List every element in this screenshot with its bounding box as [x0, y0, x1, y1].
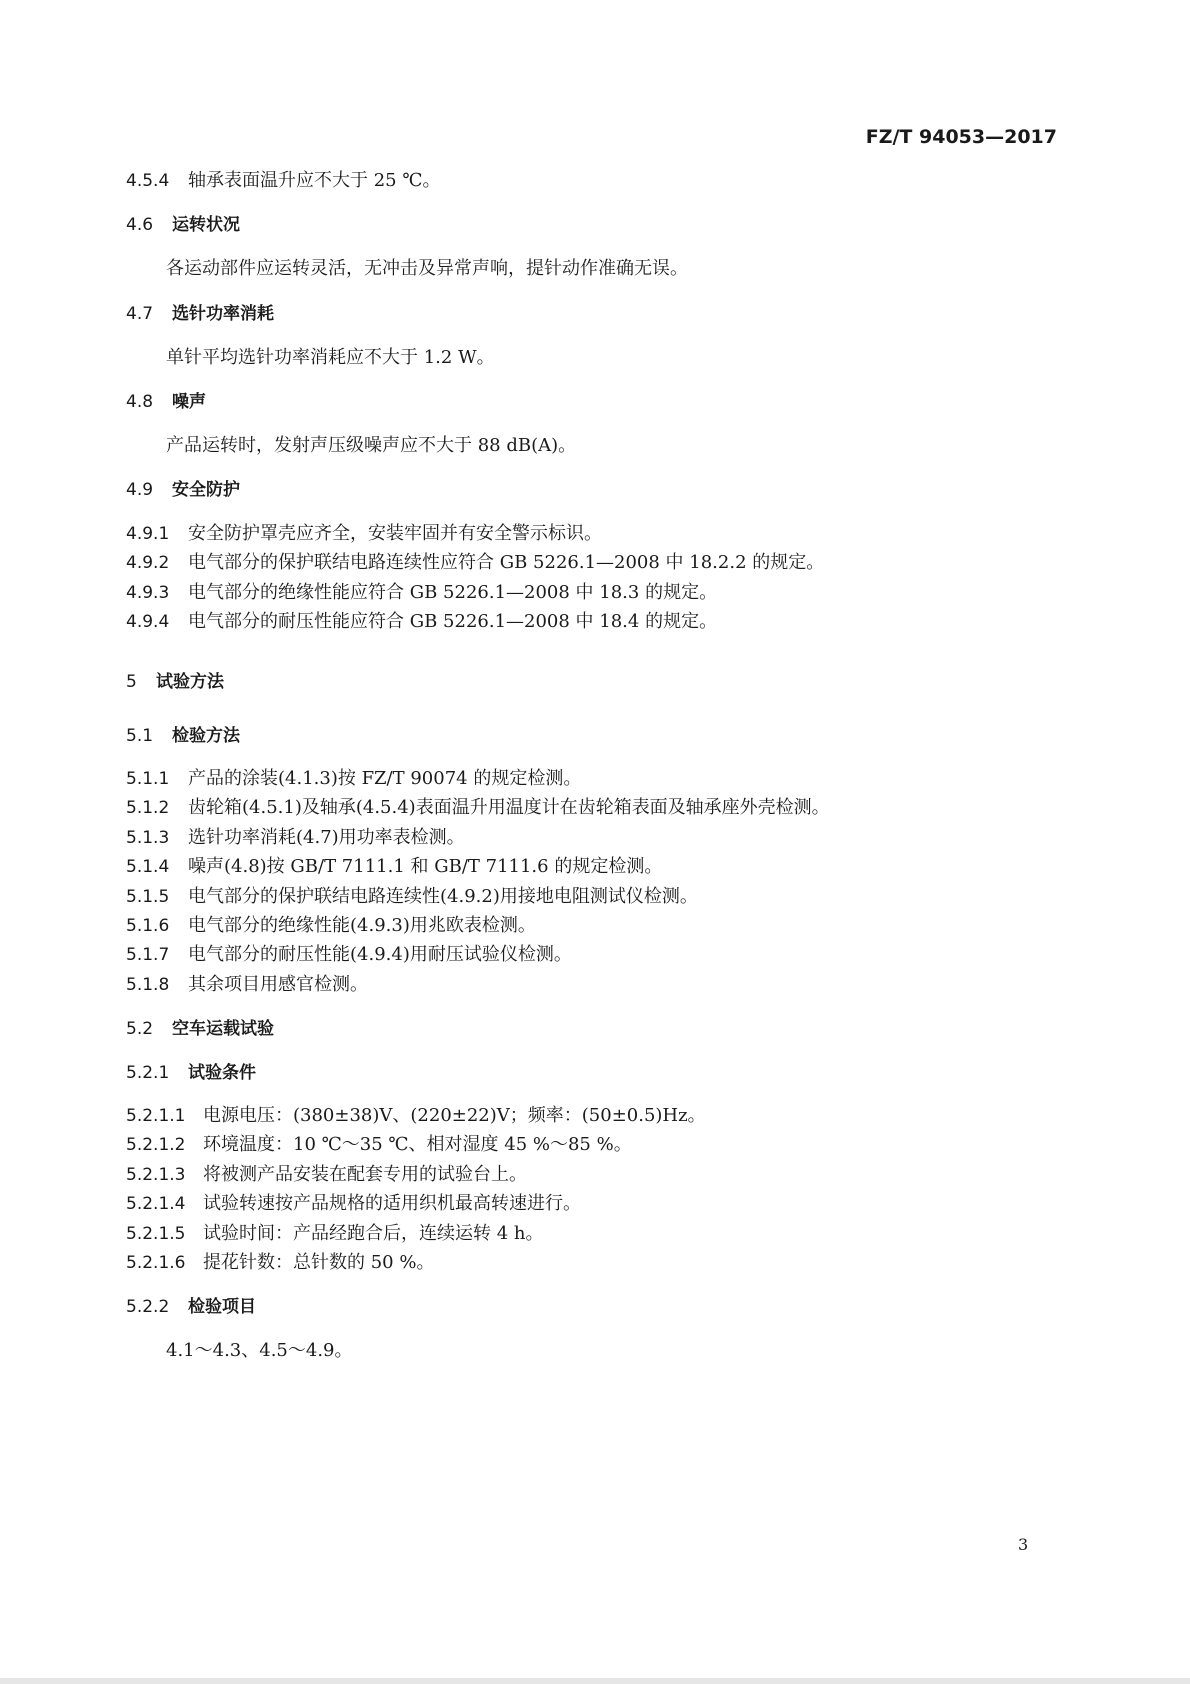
clause-4-9-2 — [126, 552, 824, 574]
subsection-heading-5-2-2 — [126, 1296, 256, 1318]
clause-text: 产品的涂装(4.1.3)按 FZ/T 90074 的规定检测。 — [188, 768, 582, 789]
clause-5-1-2 — [126, 797, 830, 819]
clause-5-2-1-1 — [126, 1105, 706, 1127]
clause-number: 5.2.1.6 — [126, 1253, 186, 1273]
section-number: 4.8 — [126, 392, 154, 412]
clause-text: 将被测产品安装在配套专用的试验台上。 — [203, 1164, 527, 1185]
section-heading-4-7 — [126, 303, 274, 325]
section-heading-4-6 — [126, 214, 240, 236]
clause-number: 5.1.4 — [126, 857, 170, 877]
section-number: 4.7 — [126, 304, 154, 324]
subsection-title: 试验条件 — [188, 1063, 256, 1083]
subsection-number: 5.2.2 — [126, 1297, 170, 1317]
clause-text: 环境温度：10 ℃～35 ℃、相对湿度 45 %～85 %。 — [203, 1134, 632, 1155]
clause-5-2-1-5 — [126, 1223, 544, 1245]
section-number: 4.6 — [126, 215, 154, 235]
paragraph-5-2-2: 4.1～4.3、4.5～4.9。 — [166, 1340, 353, 1361]
clause-number: 5.2.1.4 — [126, 1194, 186, 1214]
clause-text: 电气部分的绝缘性能应符合 GB 5226.1—2008 中 18.3 的规定。 — [188, 582, 718, 603]
clause-text: 噪声(4.8)按 GB/T 7111.1 和 GB/T 7111.6 的规定检测。 — [188, 856, 663, 877]
paragraph-4-8: 产品运转时，发射声压级噪声应不大于 88 dB(A)。 — [166, 435, 577, 456]
clause-5-2-1-3 — [126, 1164, 527, 1186]
subsection-title: 检验项目 — [188, 1297, 256, 1317]
clause-text: 电气部分的耐压性能(4.9.4)用耐压试验仪检测。 — [188, 944, 572, 965]
clause-text: 提花针数：总针数的 50 %。 — [203, 1252, 435, 1273]
paragraph-4-6: 各运动部件应运转灵活，无冲击及异常声响，提针动作准确无误。 — [166, 258, 688, 279]
chapter-heading-5 — [126, 671, 224, 693]
clause-number: 4.9.4 — [126, 612, 170, 632]
clause-text: 试验转速按产品规格的适用织机最高转速进行。 — [203, 1193, 581, 1214]
clause-5-1-3 — [126, 827, 465, 849]
section-number: 5.1 — [126, 726, 154, 746]
section-number: 4.9 — [126, 480, 154, 500]
clause-text: 电源电压：(380±38)V、(220±22)V；频率：(50±0.5)Hz。 — [203, 1105, 706, 1126]
chapter-number: 5 — [126, 672, 137, 692]
clause-5-2-1-2 — [126, 1134, 632, 1156]
clause-number: 4.9.3 — [126, 583, 170, 603]
subsection-heading-5-2-1 — [126, 1062, 256, 1084]
section-heading-5-1 — [126, 725, 240, 747]
clause-number: 4.9.2 — [126, 553, 170, 573]
clause-number: 4.5.4 — [126, 171, 170, 191]
clause-5-1-6 — [126, 915, 536, 937]
clause-text: 选针功率消耗(4.7)用功率表检测。 — [188, 827, 465, 848]
clause-number: 5.1.6 — [126, 916, 170, 936]
section-title: 噪声 — [172, 392, 206, 412]
clause-5-1-1 — [126, 768, 581, 790]
clause-text: 电气部分的保护联结电路连续性应符合 GB 5226.1—2008 中 18.2.2 的规定。 — [188, 552, 825, 573]
clause-text: 齿轮箱(4.5.1)及轴承(4.5.4)表面温升用温度计在齿轮箱表面及轴承座外壳检测。 — [188, 797, 830, 818]
clause-text: 轴承表面温升应不大于 25 ℃。 — [188, 170, 441, 191]
clause-4-5-4 — [126, 170, 440, 192]
clause-text: 电气部分的耐压性能应符合 GB 5226.1—2008 中 18.4 的规定。 — [188, 611, 718, 632]
clause-5-1-8 — [126, 974, 368, 996]
clause-text: 电气部分的绝缘性能(4.9.3)用兆欧表检测。 — [188, 915, 536, 936]
clause-number: 5.2.1.5 — [126, 1224, 186, 1244]
section-heading-4-8 — [126, 391, 206, 413]
clause-5-2-1-4 — [126, 1193, 581, 1215]
footer-bar — [0, 1678, 1190, 1684]
clause-text: 试验时间：产品经跑合后，连续运转 4 h。 — [203, 1223, 544, 1244]
clause-text: 其余项目用感官检测。 — [188, 974, 368, 995]
clause-number: 5.1.3 — [126, 828, 170, 848]
section-title: 检验方法 — [172, 726, 240, 746]
document-code: FZ/T 94053—2017 — [865, 126, 1057, 148]
clause-number: 5.1.7 — [126, 945, 170, 965]
clause-text: 电气部分的保护联结电路连续性(4.9.2)用接地电阻测试仪检测。 — [188, 886, 698, 907]
section-title: 空车运载试验 — [172, 1019, 274, 1039]
clause-number: 4.9.1 — [126, 524, 170, 544]
page-number: 3 — [1018, 1535, 1029, 1554]
section-heading-4-9 — [126, 479, 240, 501]
chapter-title: 试验方法 — [156, 672, 224, 692]
clause-number: 5.1.1 — [126, 769, 170, 789]
clause-number: 5.2.1.3 — [126, 1165, 186, 1185]
clause-5-1-4 — [126, 856, 662, 878]
clause-number: 5.2.1.1 — [126, 1106, 186, 1126]
section-title: 选针功率消耗 — [172, 304, 274, 324]
clause-5-1-5 — [126, 886, 698, 908]
clause-text: 安全防护罩壳应齐全，安装牢固并有安全警示标识。 — [188, 523, 602, 544]
paragraph-4-7: 单针平均选针功率消耗应不大于 1.2 W。 — [166, 347, 495, 368]
section-number: 5.2 — [126, 1019, 154, 1039]
clause-4-9-1 — [126, 523, 602, 545]
clause-4-9-3 — [126, 582, 717, 604]
section-heading-5-2 — [126, 1018, 274, 1040]
section-title: 安全防护 — [172, 480, 240, 500]
section-title: 运转状况 — [172, 215, 240, 235]
clause-number: 5.1.2 — [126, 798, 170, 818]
clause-number: 5.1.5 — [126, 887, 170, 907]
subsection-number: 5.2.1 — [126, 1063, 170, 1083]
clause-5-1-7 — [126, 944, 572, 966]
clause-number: 5.1.8 — [126, 975, 170, 995]
clause-5-2-1-6 — [126, 1252, 434, 1274]
clause-4-9-4 — [126, 611, 717, 633]
clause-number: 5.2.1.2 — [126, 1135, 186, 1155]
